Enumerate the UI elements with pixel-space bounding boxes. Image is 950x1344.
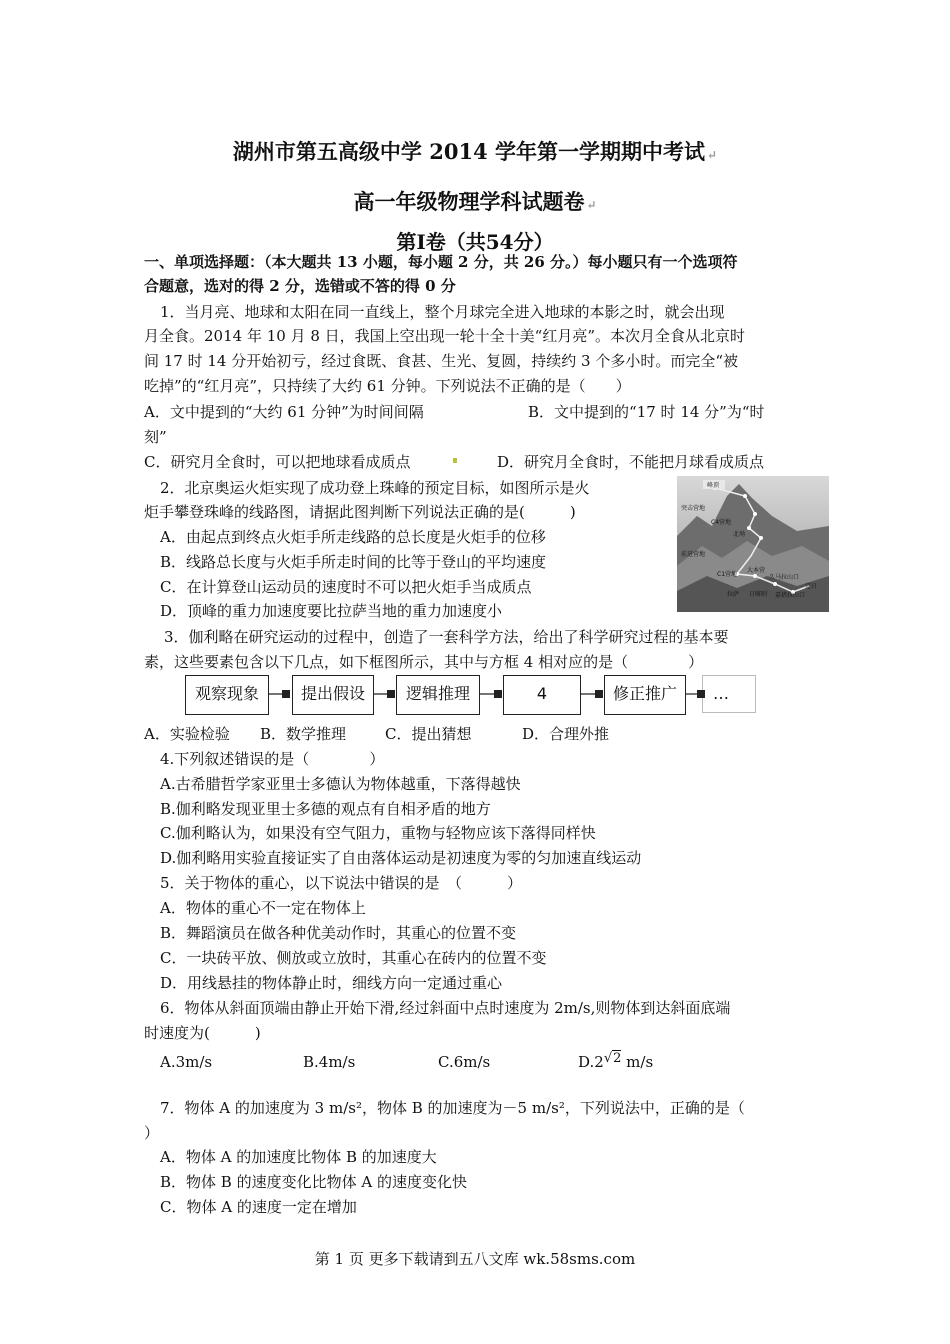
q1-stem-line2: 月全食。2014 年 10 月 8 日，我国上空出现一轮十全十美“红月亮”。本次月全食从北京时 <box>144 327 745 345</box>
map-label-camp2: C4营地 <box>711 519 732 526</box>
flow-box-ellipsis: … <box>702 675 756 713</box>
q5-stem: 5．关于物体的重心，以下说法中错误的是 （ ） <box>160 874 523 892</box>
q5-option-b: B．舞蹈演员在做各种优美动作时，其重心的位置不变 <box>160 924 517 942</box>
map-label-col: 北坳 <box>733 531 746 538</box>
q6-option-a: A.3m/s <box>160 1053 213 1071</box>
return-mark-icon: ↵ <box>707 148 718 162</box>
q4-option-d: D.伽利略用实验直接证实了自由落体运动是初速度为零的匀加速直线运动 <box>160 849 642 867</box>
q1-stem-line4: 吃掉”的“红月亮”，只持续了大约 61 分钟。下列说法不正确的是（ ） <box>144 377 631 395</box>
flow-box-observe: 观察现象 <box>185 675 269 715</box>
q5-option-d: D．用线悬挂的物体静止时，细线方向一定通过重心 <box>160 974 503 992</box>
q6-option-c: C.6m/s <box>438 1053 491 1071</box>
page-footer: 第 1 页 更多下载请到五八文库 wk.58sms.com <box>314 1250 636 1268</box>
q7-option-a: A．物体 A 的加速度比物体 B 的加速度大 <box>160 1148 437 1166</box>
exam-title: 湖州市第五高级中学 2014 学年第一学期期中考试 ↵ <box>232 139 718 164</box>
flow-box-hypothesis: 提出假设 <box>292 675 374 715</box>
q6-option-d: D.2√2 m/s <box>578 1051 654 1071</box>
q6-stem-line1: 6．物体从斜面顶端由静止开始下滑,经过斜面中点时速度为 2m/s,则物体到达斜面底端 <box>160 999 731 1017</box>
exam-subtitle: 高一年级物理学科试题卷 ↵ <box>353 189 597 214</box>
q7-stem-line1: 7．物体 A 的加速度为 3 m/s²，物体 B 的加速度为－5 m/s²，下列说法中，正确的是（ <box>160 1099 745 1117</box>
q1-option-a: A．文中提到的“大约 61 分钟”为时间间隔 <box>144 403 424 421</box>
q7-stem-line2: ） <box>144 1124 160 1142</box>
map-label-shigatse: 日喀则 <box>749 591 768 598</box>
q5-option-a: A．物体的重心不一定在物体上 <box>160 899 366 917</box>
q7-option-b: B．物体 B 的速度变化比物体 A 的速度变化快 <box>160 1173 467 1191</box>
map-label-peak: 峰顶 <box>707 482 720 489</box>
flow-box-4: 4 <box>503 675 581 715</box>
q2-option-d: D．顶峰的重力加速度要比拉萨当地的重力加速度小 <box>160 602 503 620</box>
flow-box-reasoning: 逻辑推理 <box>396 675 480 715</box>
map-label-lhasa: 拉萨 <box>727 591 740 598</box>
q2-stem-line2: 炬手攀登珠峰的线路图，请据此图判断下列说法正确的是( ) <box>144 503 576 521</box>
map-label-camp1: 突击营地 <box>681 505 706 512</box>
sqrt-symbol-icon: √2 <box>603 1051 622 1066</box>
q1-option-d: D．研究月全食时，不能把月球看成质点 <box>497 453 765 471</box>
q3-stem-line1: 3．伽利略在研究运动的过程中，创造了一套科学方法，给出了科学研究过程的基本要 <box>164 628 729 646</box>
map-label-c1: C1营地 <box>717 571 738 578</box>
q3-option-c: C．提出猜想 <box>385 725 472 743</box>
q3-option-d: D．合理外推 <box>522 725 610 743</box>
map-label-start: 定日 <box>805 583 818 590</box>
map-label-advance: 前进营地 <box>681 551 706 558</box>
q6-stem-line2: 时速度为( ) <box>144 1024 261 1042</box>
q4-stem: 4.下列叙述错误的是（ ） <box>160 750 385 768</box>
section-intro-line2: 合题意，选对的得 2 分，选错或不答的得 0 分 <box>144 277 456 295</box>
map-label-base: 大本营 <box>747 567 766 574</box>
q4-option-b: B.伽利略发现亚里士多德的观点有自相矛盾的地方 <box>160 800 491 818</box>
section-intro-line1: 一、单项选择题：（本大题共 13 小题，每小题 2 分，共 26 分。）每小题只有一个选项符 <box>144 253 738 271</box>
q5-option-c: C．一块砖平放、侧放或立放时，其重心在砖内的位置不变 <box>160 949 547 967</box>
q1-stem-line1: 1．当月亮、地球和太阳在同一直线上，整个月球完全进入地球的本影之时，就会出现 <box>160 303 725 321</box>
q4-option-a: A.古希腊哲学家亚里士多德认为物体越重，下落得越快 <box>160 775 521 793</box>
q1-option-b-cont: 刻” <box>144 428 167 446</box>
q1-option-b: B．文中提到的“17 时 14 分”为“时 <box>528 403 765 421</box>
map-label-pass2: 嘉措拉山口 <box>775 592 806 599</box>
map-label-pass1: 久马拉山口 <box>769 574 800 581</box>
flow-box-generalize: 修正推广 <box>604 675 686 715</box>
section-title: 第Ⅰ卷（共54分） <box>396 230 554 254</box>
q7-option-c: C．物体 A 的速度一定在增加 <box>160 1198 357 1216</box>
q6-option-b: B.4m/s <box>303 1053 356 1071</box>
q1-stem-line3: 间 17 时 14 分开始初亏，经过食既、食甚、生光、复圆，持续约 3 个多小时。而完全“被 <box>144 352 738 370</box>
q2-option-c: C．在计算登山运动员的速度时不可以把火炬手当成质点 <box>160 578 532 596</box>
q3-option-a: A．实验检验 <box>144 725 230 743</box>
q2-option-b: B．线路总长度与火炬手所走时间的比等于登山的平均速度 <box>160 553 547 571</box>
q1-option-c: C．研究月全食时，可以把地球看成质点 <box>144 453 411 471</box>
q2-option-a: A．由起点到终点火炬手所走线路的总长度是火炬手的位移 <box>160 528 546 546</box>
q4-option-c: C.伽利略认为，如果没有空气阻力，重物与轻物应该下落得同样快 <box>160 824 596 842</box>
return-mark-icon: ↵ <box>586 198 597 212</box>
q2-stem-line1: 2．北京奥运火炬实现了成功登上珠峰的预定目标，如图所示是火 <box>160 479 590 497</box>
q3-stem-line2: 素，这些要素包含以下几点，如下框图所示，其中与方框 4 相对应的是（ ） <box>144 653 704 671</box>
q3-option-b: B．数学推理 <box>260 725 347 743</box>
